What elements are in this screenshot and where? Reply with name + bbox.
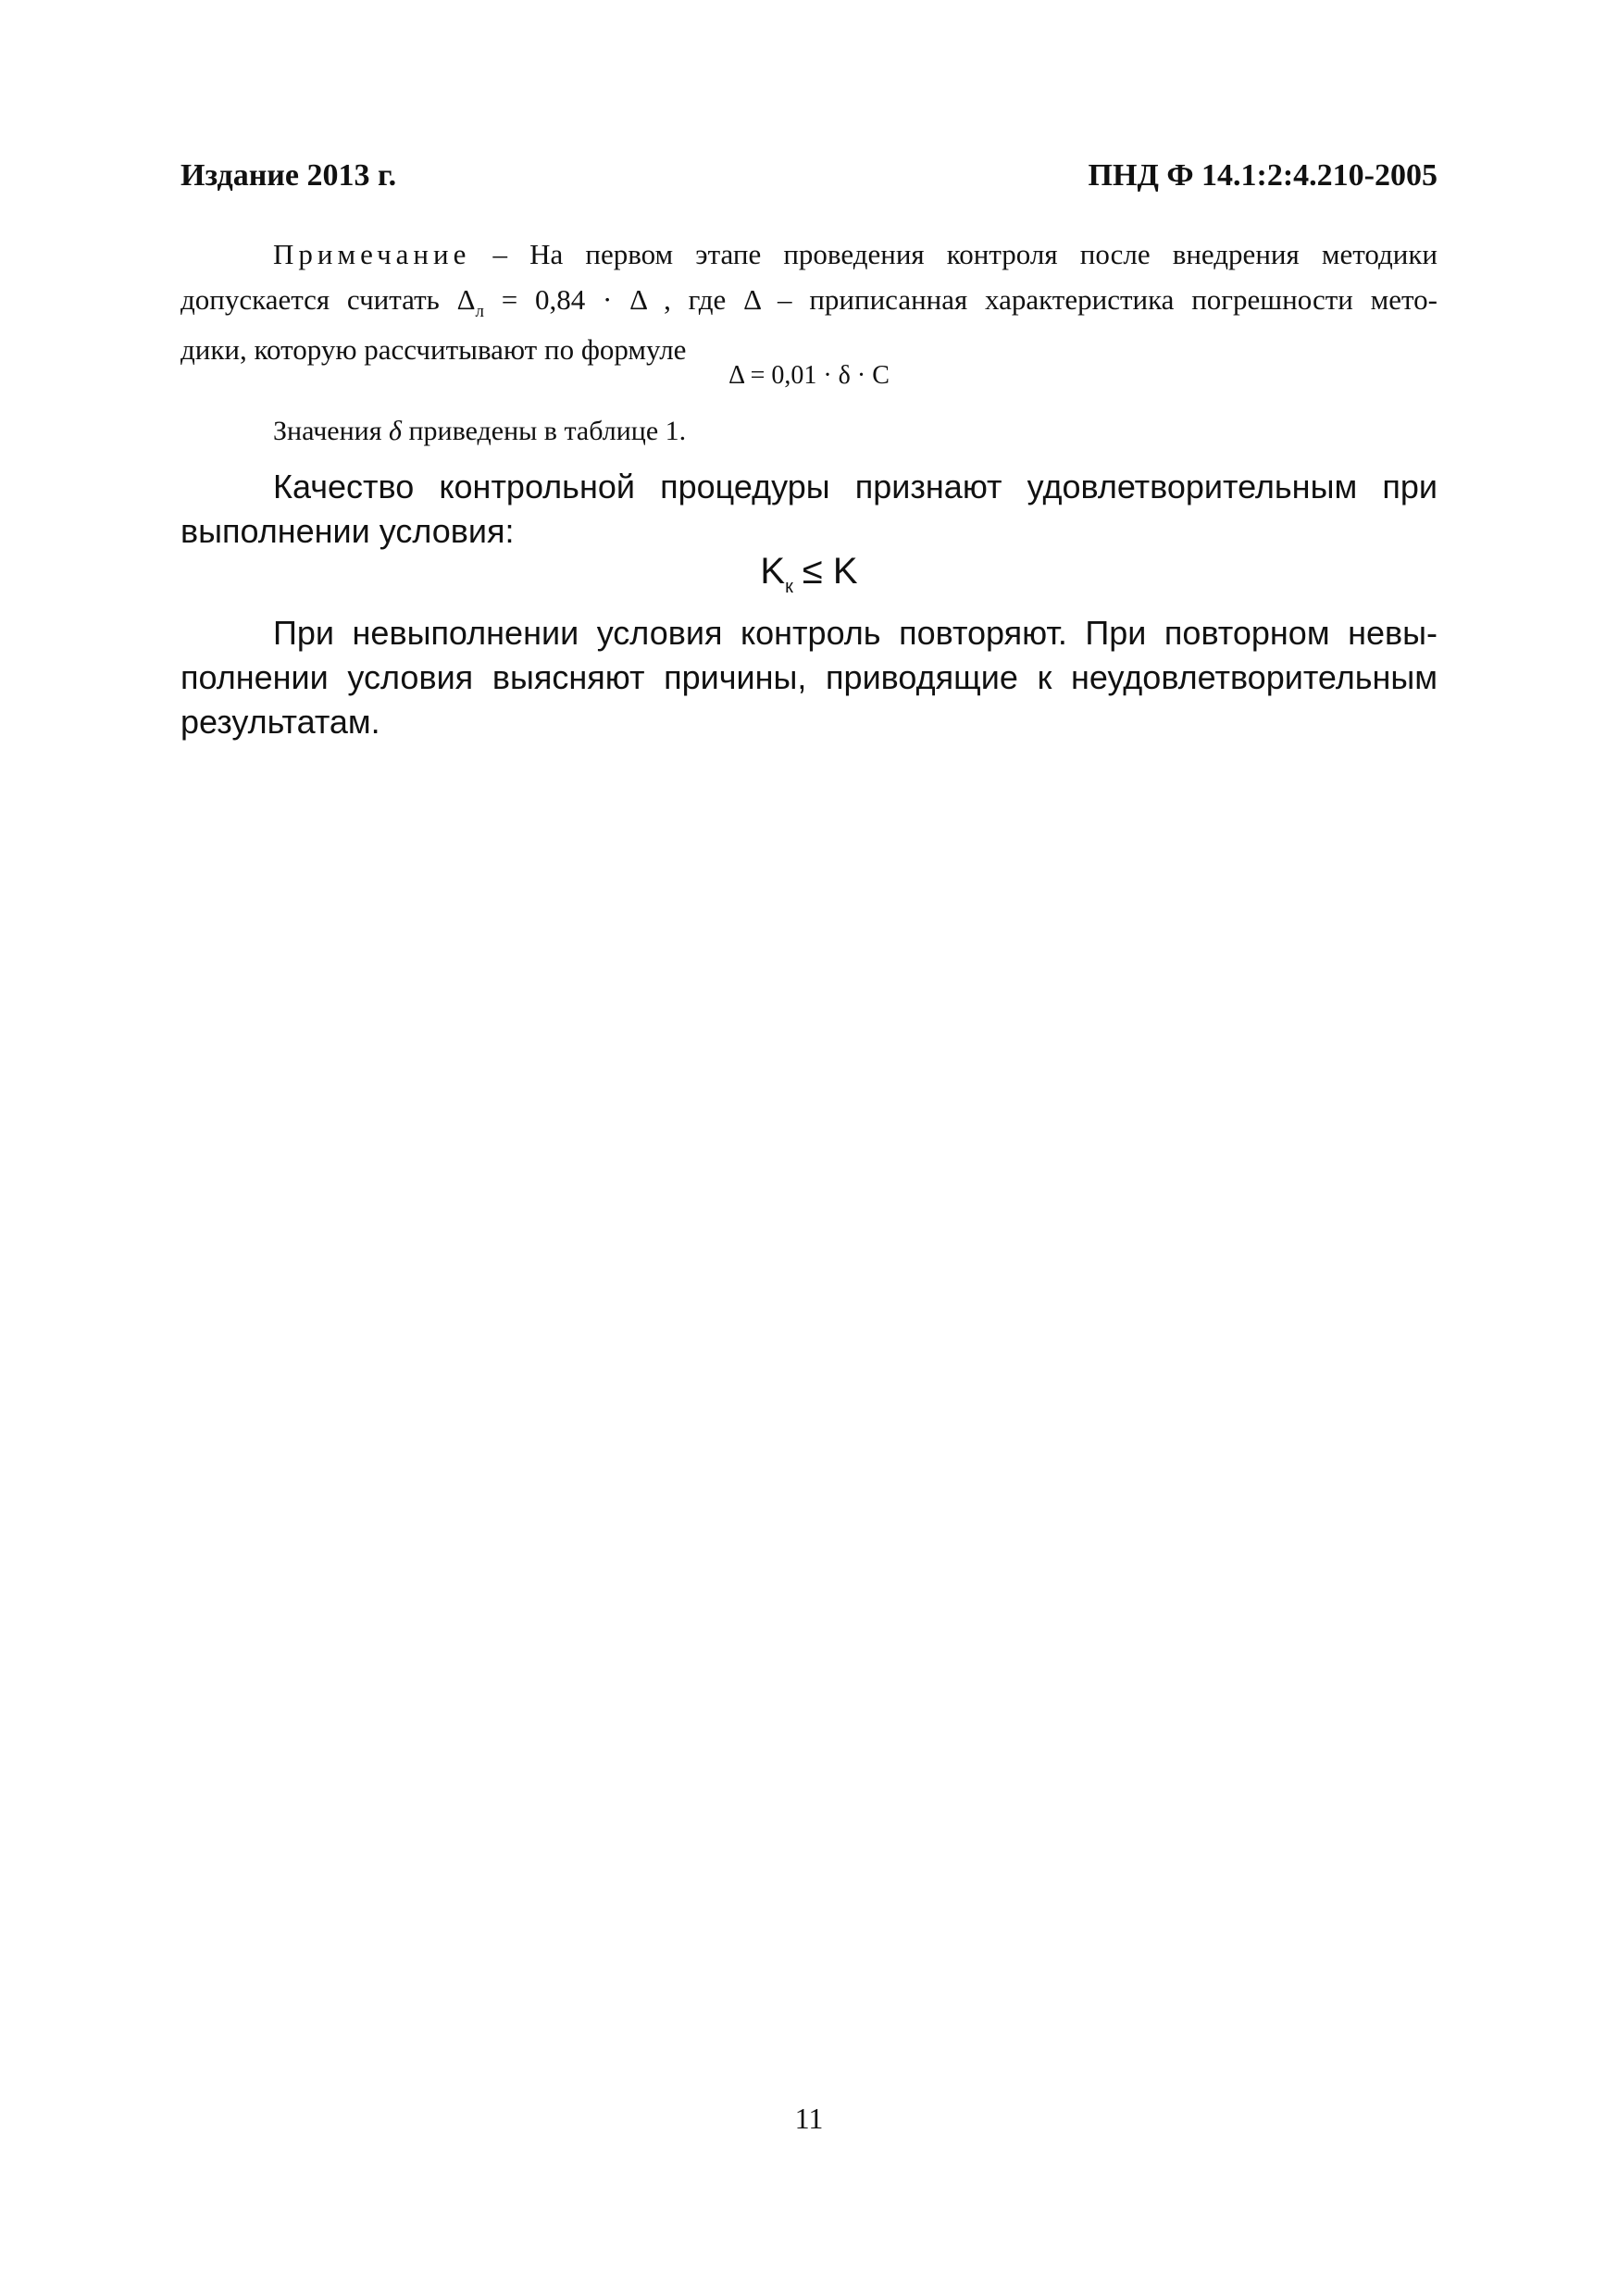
page-number: 11 xyxy=(794,2102,824,2135)
values-suffix: приведены в таблице 1. xyxy=(408,416,687,446)
failure-line-1: При невыполнении условия контроль повторяют. При повторном невы- xyxy=(273,614,1438,652)
delta-formula: Δ = 0,01 · δ · C xyxy=(728,361,890,390)
condition-left: K xyxy=(760,551,786,592)
failure-line-2: полнении условия выясняют причины, приводящие к неудовлетворительным xyxy=(180,658,1438,696)
condition-subscript: к xyxy=(785,577,793,597)
quality-line-2: выполнении условия: xyxy=(180,512,515,550)
failure-paragraph xyxy=(180,611,1438,744)
delta-symbol: Δ xyxy=(456,283,476,316)
note-line-1-text: – На первом этапе проведения контроля после внедрения методики xyxy=(492,238,1438,270)
delta-small-symbol: δ xyxy=(389,416,402,446)
condition-formula xyxy=(180,548,1438,601)
delta-subscript: л xyxy=(475,302,485,321)
note-line-2-start: допускается считать xyxy=(180,283,440,316)
note-label: Примечание xyxy=(273,238,471,270)
document-code: ПНД Ф 14.1:2:4.210-2005 xyxy=(1088,158,1438,193)
condition-operator: ≤ xyxy=(802,551,823,592)
failure-line-3: результатам. xyxy=(180,703,380,741)
note-line-1 xyxy=(180,231,1438,277)
values-prefix: Значения xyxy=(273,416,382,446)
condition-right: K xyxy=(832,551,858,592)
note-line-3: дики, которую рассчитывают по формуле xyxy=(180,333,687,366)
edition-label: Издание 2013 г. xyxy=(180,158,397,193)
note-line-2-end: = 0,84 · Δ , где Δ – приписанная характеристика погрешности мето- xyxy=(501,283,1438,316)
quality-line-1: Качество контрольной процедуры признают удовлетворительным при xyxy=(273,468,1438,505)
note-block xyxy=(180,231,1438,372)
quality-paragraph xyxy=(180,465,1438,554)
note-line-2 xyxy=(180,277,1438,327)
values-reference xyxy=(273,413,686,450)
